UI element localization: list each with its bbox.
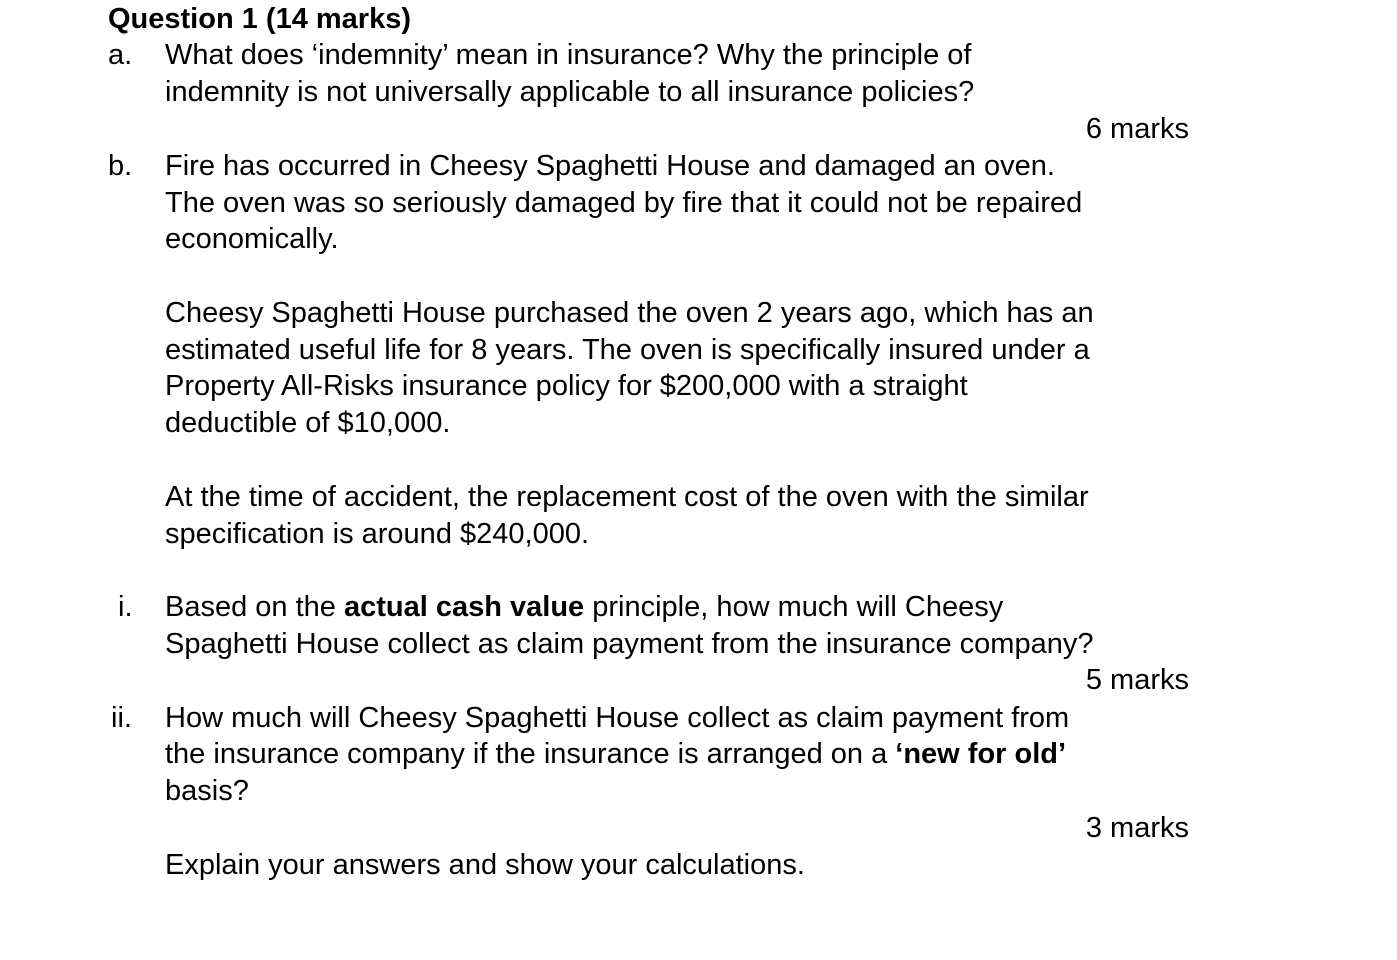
sub-i-line-1: [165, 589, 1003, 625]
part-b-label: b.: [108, 150, 133, 182]
sub-ii-line-1: How much will Cheesy Spaghetti House collect as claim payment from: [165, 702, 1070, 734]
sub-ii-line-3: basis?: [165, 775, 249, 807]
part-a-line-1: What does ‘indemnity’ mean in insurance? Why the principle of: [165, 39, 972, 71]
part-b-para2-line-3: Property All-Risks insurance policy for $200,000 with a straight: [165, 370, 968, 402]
part-a-label: a.: [108, 39, 133, 71]
part-b-line-2-c: riously damaged by fire that it could not be repaired: [422, 187, 1083, 219]
sub-i-line-1-pre: Based on the: [165, 591, 344, 623]
part-a-marks: 6 marks: [1085, 113, 1189, 145]
sub-i-line-2: Spaghetti House collect as claim payment from the insurance company?: [165, 628, 1094, 660]
sub-ii-line-2: [165, 736, 1066, 772]
part-b-line-2-a: The oven was so s: [165, 187, 407, 219]
cursor-highlight: e: [406, 187, 423, 219]
part-b-para2-line-4: deductible of $10,000.: [165, 407, 451, 439]
sub-i-line-1-post: principle, how much will Cheesy: [584, 591, 1004, 623]
part-a-line-2: indemnity is not universally applicable to all insurance policies?: [165, 76, 975, 108]
part-b-line-2: [165, 185, 1082, 221]
part-b-line-1: Fire has occurred in Cheesy Spaghetti House and damaged an oven.: [165, 150, 1055, 182]
part-b-line-3: economically.: [165, 223, 339, 255]
part-b-para3-line-1: At the time of accident, the replacement cost of the oven with the similar: [165, 481, 1089, 513]
question-title: Question 1 (14 marks): [108, 3, 411, 35]
sub-ii-marks: 3 marks: [1085, 812, 1189, 844]
sub-ii-line-2-pre: the insurance company if the insurance is arranged on a: [165, 738, 896, 770]
sub-ii-label: ii.: [111, 702, 132, 734]
part-b-para3-line-2: specification is around $240,000.: [165, 518, 590, 550]
sub-i-bold-term: actual cash value: [343, 591, 585, 623]
sub-i-label: i.: [118, 591, 133, 623]
part-b-para2-line-1: Cheesy Spaghetti House purchased the oven 2 years ago, which has an: [165, 297, 1094, 329]
sub-i-marks: 5 marks: [1085, 664, 1189, 696]
part-b-para2-line-2: estimated useful life for 8 years. The oven is specifically insured under a: [165, 334, 1090, 366]
sub-ii-bold-term: ‘new for old’: [895, 738, 1067, 770]
instruction-footer: Explain your answers and show your calculations.: [165, 849, 805, 881]
